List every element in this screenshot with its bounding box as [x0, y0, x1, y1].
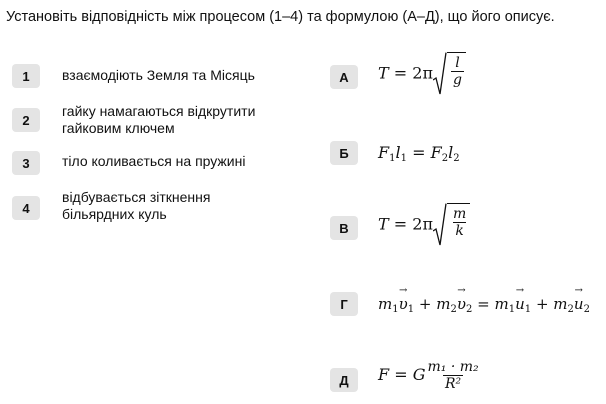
process-1-text: взаємодіють Земля та Місяць	[62, 67, 255, 83]
process-number-3: 3	[12, 151, 40, 175]
formula-g-m2: m	[436, 295, 451, 313]
formula-g-m1: m	[378, 295, 393, 313]
formula-d-den: R²	[444, 376, 462, 392]
formula-g-u1-sub: 1	[524, 304, 532, 315]
formula-b-f2: F	[430, 143, 442, 162]
formula-v-coef: 2π	[412, 214, 433, 234]
formula-g-m3-sub: 1	[508, 304, 516, 315]
formula-g-u1: → u	[515, 295, 525, 313]
formula-v-sqrt	[433, 203, 470, 247]
formula-g-v1-sub: 1	[407, 304, 415, 315]
formula-d-eq: =	[394, 365, 408, 384]
formula-a-num: l	[455, 55, 460, 71]
formula-g-m2-sub: 2	[450, 304, 457, 315]
formula-v-den: k	[455, 223, 464, 239]
formula-g-plus2: +	[535, 295, 549, 313]
formula-g-eq: =	[477, 295, 490, 313]
formula-g-m3: m	[494, 295, 509, 313]
formula-b-eq: =	[412, 143, 426, 162]
formula-d-lhs: F	[378, 365, 390, 384]
formula-d-num: m₁ · m₂	[427, 359, 479, 375]
process-number-1: 1	[12, 64, 40, 88]
formula-b	[378, 143, 460, 164]
formula-g-m4-sub: 2	[567, 304, 574, 315]
process-number-4: 4	[12, 196, 40, 220]
formula-v-num: m	[452, 206, 467, 222]
formula-g	[378, 295, 590, 315]
formula-b-l1: l	[395, 143, 401, 162]
formula-b-s3: 2	[441, 153, 449, 164]
formula-letter-d: Д	[330, 368, 358, 392]
formula-v	[378, 203, 470, 247]
formula-a-sqrt	[433, 52, 466, 96]
formula-v-lhs: T	[378, 214, 389, 234]
formula-g-m4: m	[553, 295, 568, 313]
formula-g-plus1: +	[418, 295, 432, 313]
formula-g-m1-sub: 1	[392, 304, 399, 315]
process-2-text: гайку намагаються відкрутити гайковим ключем	[62, 103, 256, 136]
formula-g-u2: → u	[574, 295, 584, 313]
sqrt-sign-icon	[433, 52, 447, 96]
formula-g-v1: → υ	[399, 295, 408, 313]
formula-b-s4: 2	[453, 153, 460, 164]
sqrt-sign-icon	[433, 203, 447, 247]
formula-letter-b: Б	[330, 141, 358, 165]
formula-letter-g: Г	[330, 292, 358, 316]
formula-letter-v: В	[330, 216, 358, 240]
formula-b-s2: 1	[400, 153, 407, 164]
formula-d-g: G	[412, 365, 426, 384]
process-3-text: тіло коливається на пружині	[62, 153, 246, 169]
formula-v-eq: =	[393, 214, 408, 234]
formula-g-v2: → υ	[457, 295, 466, 313]
formula-b-f1: F	[378, 143, 390, 162]
formula-g-u2-sub: 2	[583, 304, 590, 315]
formula-a	[378, 52, 466, 96]
formula-a-den: g	[452, 72, 462, 88]
formula-b-s1: 1	[389, 153, 396, 164]
formula-a-eq: =	[393, 63, 408, 83]
formula-letter-a: А	[330, 65, 358, 89]
formula-b-l2: l	[448, 143, 454, 162]
process-4-text: відбувається зіткнення більярдних куль	[62, 189, 211, 222]
formula-d	[378, 359, 481, 392]
process-number-2: 2	[12, 108, 40, 132]
formula-g-v2-sub: 2	[465, 304, 473, 315]
formula-a-lhs: T	[378, 63, 389, 83]
task-title: Установіть відповідність між процесом (1–4) та формулою (А–Д), що його описує.	[6, 9, 555, 25]
formula-a-coef: 2π	[412, 63, 433, 83]
